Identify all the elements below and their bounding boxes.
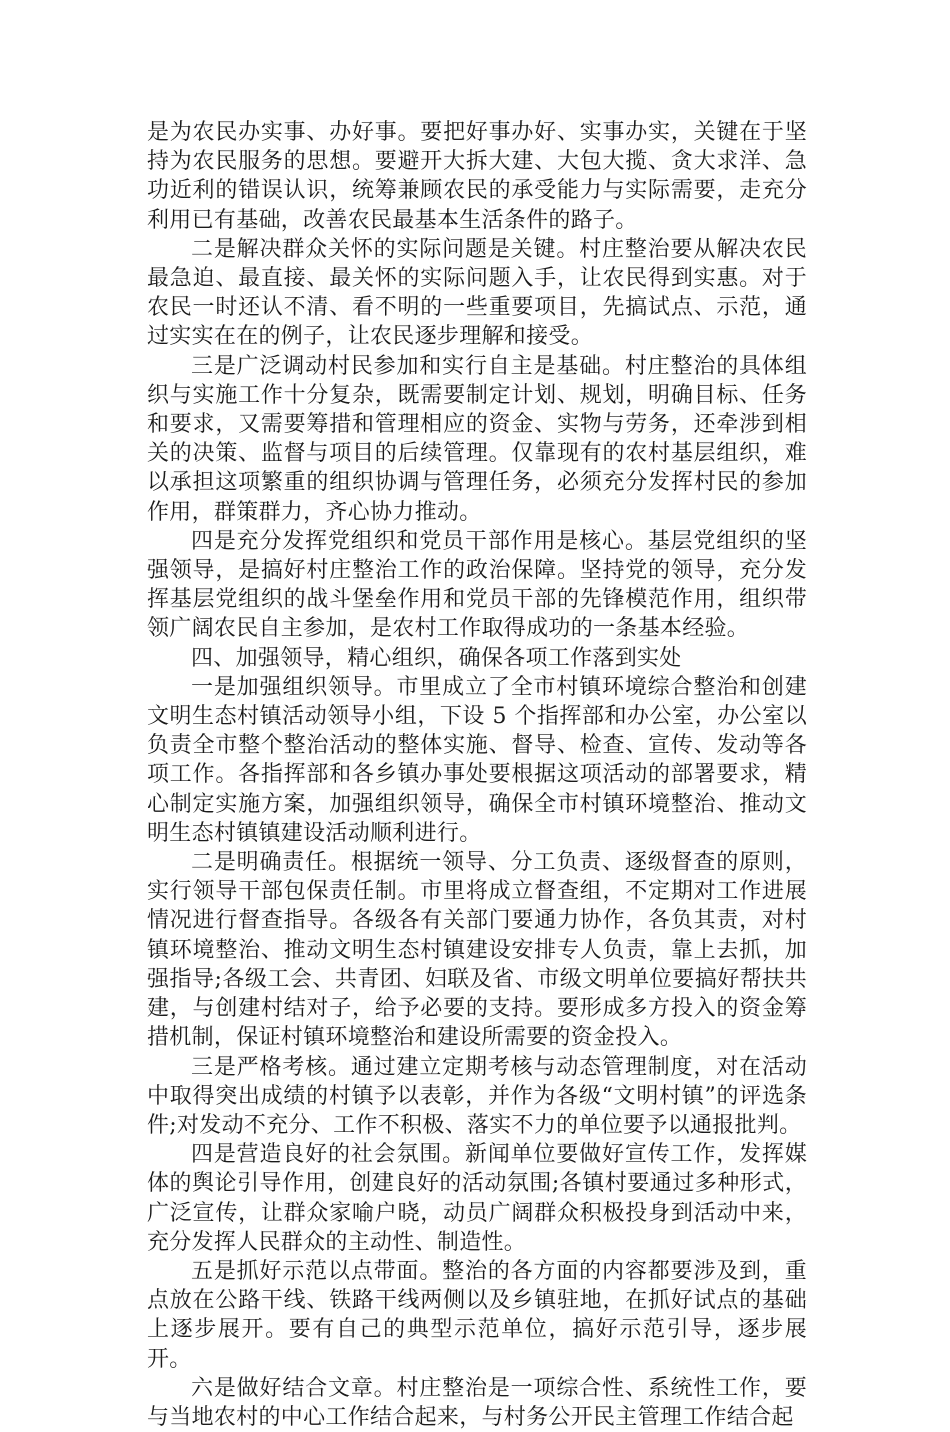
paragraph-10: 五是抓好示范以点带面。整治的各方面的内容都要涉及到，重点放在公路干线、铁路干线两侧以及乡镇驻地，在抓好试点的基础上逐步展开。要有自己的典型示范单位，搞好示范引导，逐步展开。 (147, 1258, 807, 1372)
paragraph-9: 四是营造良好的社会氛围。新闻单位要做好宣传工作，发挥媒体的舆论引导作用，创建良好的活动氛围;各镇村要通过多种形式，广泛宣传，让群众家喻户晓，动员广阔群众积极投身到活动中来，充分发挥人民群众的主动性、制造性。 (147, 1142, 807, 1255)
section-heading: 四、加强领导，精心组织，确保各项工作落到实处 (191, 645, 682, 671)
document-body (147, 118, 807, 1432)
paragraph-11: 六是做好结合文章。村庄整治是一项综合性、系统性工作，要与当地农村的中心工作结合起来，与村务公开民主管理工作结合起 (147, 1375, 807, 1430)
paragraph-3: 三是广泛调动村民参加和实行自主是基础。村庄整治的具体组织与实施工作十分复杂，既需要制定计划、规划，明确目标、任务和要求，又需要筹措和管理相应的资金、实物与劳务，还牵涉到相关的决策、监督与项目的后续管理。仅靠现有的农村基层组织，难以承担这项繁重的组织协调与管理任务，必须充分发挥村民的参加作用，群策群力，齐心协力推动。 (147, 353, 807, 525)
paragraph-7: 二是明确责任。根据统一领导、分工负责、逐级督查的原则，实行领导干部包保责任制。市里将成立督查组，不定期对工作进展情况进行督查指导。各级各有关部门要通力协作，各负其责，对村镇环境整治、推动文明生态村镇建设安排专人负责，靠上去抓，加强指导;各级工会、共青团、妇联及省、市级文明单位要搞好帮扶共建，与创建村结对子，给予必要的支持。要形成多方投入的资金筹措机制，保证村镇环境整治和建设所需要的资金投入。 (147, 850, 807, 1051)
paragraph-1: 是为农民办实事、办好事。要把好事办好、实事办实，关键在于坚持为农民服务的思想。要避开大拆大建、大包大揽、贪大求洋、急功近利的错误认识，统筹兼顾农民的承受能力与实际需要，走充分利用已有基础，改善农民最基本生活条件的路子。 (147, 120, 807, 233)
paragraph-4: 四是充分发挥党组织和党员干部作用是核心。基层党组织的坚强领导，是搞好村庄整治工作的政治保障。坚持党的领导，充分发挥基层党组织的战斗堡垒作用和党员干部的先锋模范作用，组织带领广阔农民自主参加，是农村工作取得成功的一条基本经验。 (147, 528, 807, 642)
paragraph-6: 一是加强组织领导。市里成立了全市村镇环境综合整治和创建文明生态村镇活动领导小组，下设 5 个指挥部和办公室，办公室以负责全市整个整治活动的整体实施、督导、检查、宣传、发动等各项工作。各指挥部和各乡镇办事处要根据这项活动的部署要求，精心制定实施方案，加强组织领导，确保全市村镇环境整治、推动文明生态村镇镇建设活动顺利进行。 (147, 674, 807, 846)
paragraph-8: 三是严格考核。通过建立定期考核与动态管理制度，对在活动中取得突出成绩的村镇予以表彰，并作为各级“文明村镇”的评选条件;对发动不充分、工作不积极、落实不力的单位要予以通报批判。 (147, 1054, 807, 1138)
paragraph-2: 二是解决群众关怀的实际问题是关键。村庄整治要从解决农民最急迫、最直接、最关怀的实际问题入手，让农民得到实惠。对于农民一时还认不清、看不明的一些重要项目，先搞试点、示范，通过实实在在的例子，让农民逐步理解和接受。 (147, 236, 807, 350)
